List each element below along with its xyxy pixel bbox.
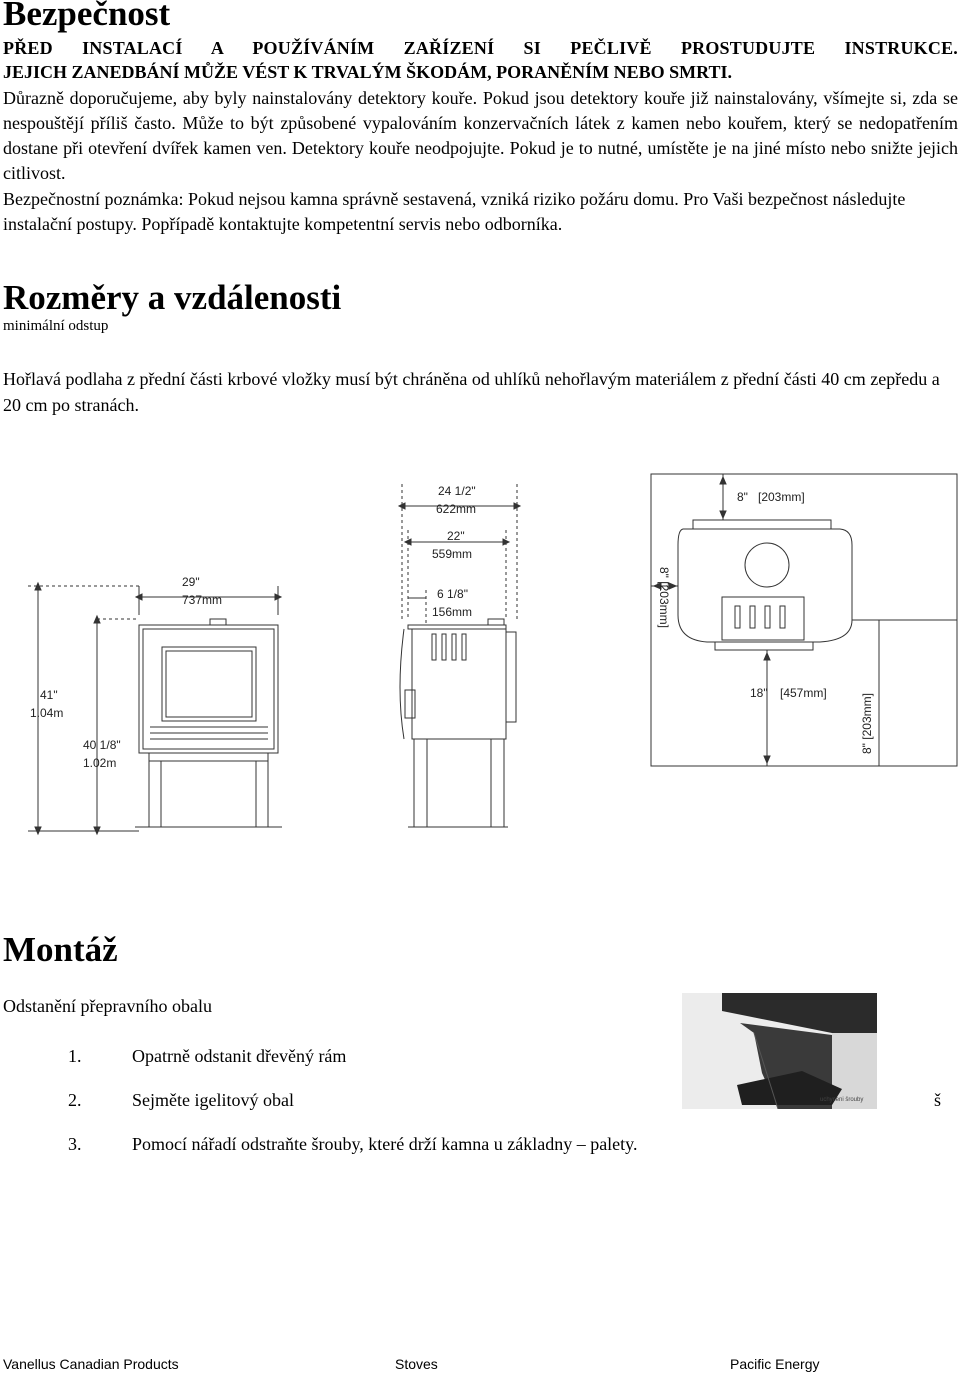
warning-line-2: JEJICH ZANEDBÁNÍ MŮŽE VÉST K TRVALÝM ŠKODÁM, PORANĚNÍM NEBO SMRTI. bbox=[3, 62, 732, 82]
dimensions-heading: Rozměry a vzdálenosti bbox=[3, 278, 342, 317]
side-flue-in: 6 1/8" bbox=[437, 587, 468, 601]
side-depth2-in: 22" bbox=[447, 529, 465, 543]
side-flue-mm: 156mm bbox=[432, 605, 473, 619]
top-side-right: 8" [203mm] bbox=[860, 693, 874, 754]
top-back-in: 8" bbox=[737, 490, 748, 504]
front-height-flue-in: 40 1/8" bbox=[83, 738, 121, 752]
top-front-in: 18" bbox=[750, 686, 768, 700]
montaz-heading: Montáž bbox=[3, 930, 118, 969]
footer-left: Vanellus Canadian Products bbox=[3, 1356, 179, 1372]
top-front-mm: [457mm] bbox=[780, 686, 827, 700]
dimensions-subheading: minimální odstup bbox=[3, 318, 109, 334]
front-width-mm: 737mm bbox=[182, 593, 223, 607]
top-view-drawing bbox=[651, 474, 957, 766]
front-view-drawing bbox=[28, 583, 282, 834]
list-item: Opatrně odstanit dřevěný rám bbox=[132, 1046, 347, 1066]
top-side-left: 8" [203mm] bbox=[657, 567, 671, 628]
front-height-flue-m: 1.02m bbox=[83, 756, 117, 770]
floor-protection-paragraph: Hořlavá podlaha z přední části krbové vložky musí být chráněna od uhlíků nehořlavým materiálem z přední části 40 cm zepředu a 20 cm po stranách. bbox=[3, 369, 940, 415]
list-item: Sejměte igelitový obal bbox=[132, 1090, 294, 1110]
safety-note-paragraph: Bezpečnostní poznámka: Pokud nejsou kamna správně sestavená, vzniká riziko požáru domu. Pro Vaši bezpečnost následujte instalační postupy. Popřípadě kontaktujte kompetentní servis nebo odborníka. bbox=[3, 189, 906, 234]
front-height-total-in: 41" bbox=[40, 688, 58, 702]
list-item: Pomocí nářadí odstraňte šrouby, které drží kamna u základny – palety. bbox=[132, 1134, 638, 1154]
photo-caption: uchyceni šrouby bbox=[820, 1097, 864, 1103]
side-depth-in: 24 1/2" bbox=[438, 484, 476, 498]
top-back-mm: [203mm] bbox=[758, 490, 805, 504]
stove-base-photo bbox=[682, 993, 877, 1109]
footer-right: Pacific Energy bbox=[730, 1356, 820, 1372]
packaging-removal-title: Odstanění přepravního obalu bbox=[3, 996, 212, 1016]
front-width-in: 29" bbox=[182, 575, 200, 589]
stray-character: š bbox=[934, 1090, 942, 1110]
stove-base-illustration bbox=[682, 993, 877, 1109]
smoke-detector-paragraph: Důrazně doporučujeme, aby byly nainstalovány detektory kouře. Pokud jsou detektory kouře již nainstalovány, všímejte si, zda se nespouštějí příliš často. Může to být způsobené vypalováním konzervačních látek z kamen nebo kouřem, který se nedopatřením dostane při otevření dvířek kamen ven. Detektory kouře neodpojujte. Pokud je to nutné, umístěte je na jiné místo nebo snižte jejich citlivost. bbox=[3, 88, 958, 183]
list-item-number: 1. bbox=[68, 1046, 82, 1066]
list-item-number: 2. bbox=[68, 1090, 82, 1110]
warning-line-1: PŘED INSTALACÍ A POUŽÍVÁNÍM ZAŘÍZENÍ SI PEČLIVĚ PROSTUDUJTE INSTRUKCE. bbox=[3, 38, 958, 58]
side-depth-mm: 622mm bbox=[436, 502, 477, 516]
list-item-number: 3. bbox=[68, 1134, 82, 1154]
side-depth2-mm: 559mm bbox=[432, 547, 473, 561]
front-height-total-m: 1.04m bbox=[30, 706, 64, 720]
footer-center: Stoves bbox=[395, 1356, 438, 1372]
safety-heading: Bezpečnost bbox=[3, 0, 171, 33]
